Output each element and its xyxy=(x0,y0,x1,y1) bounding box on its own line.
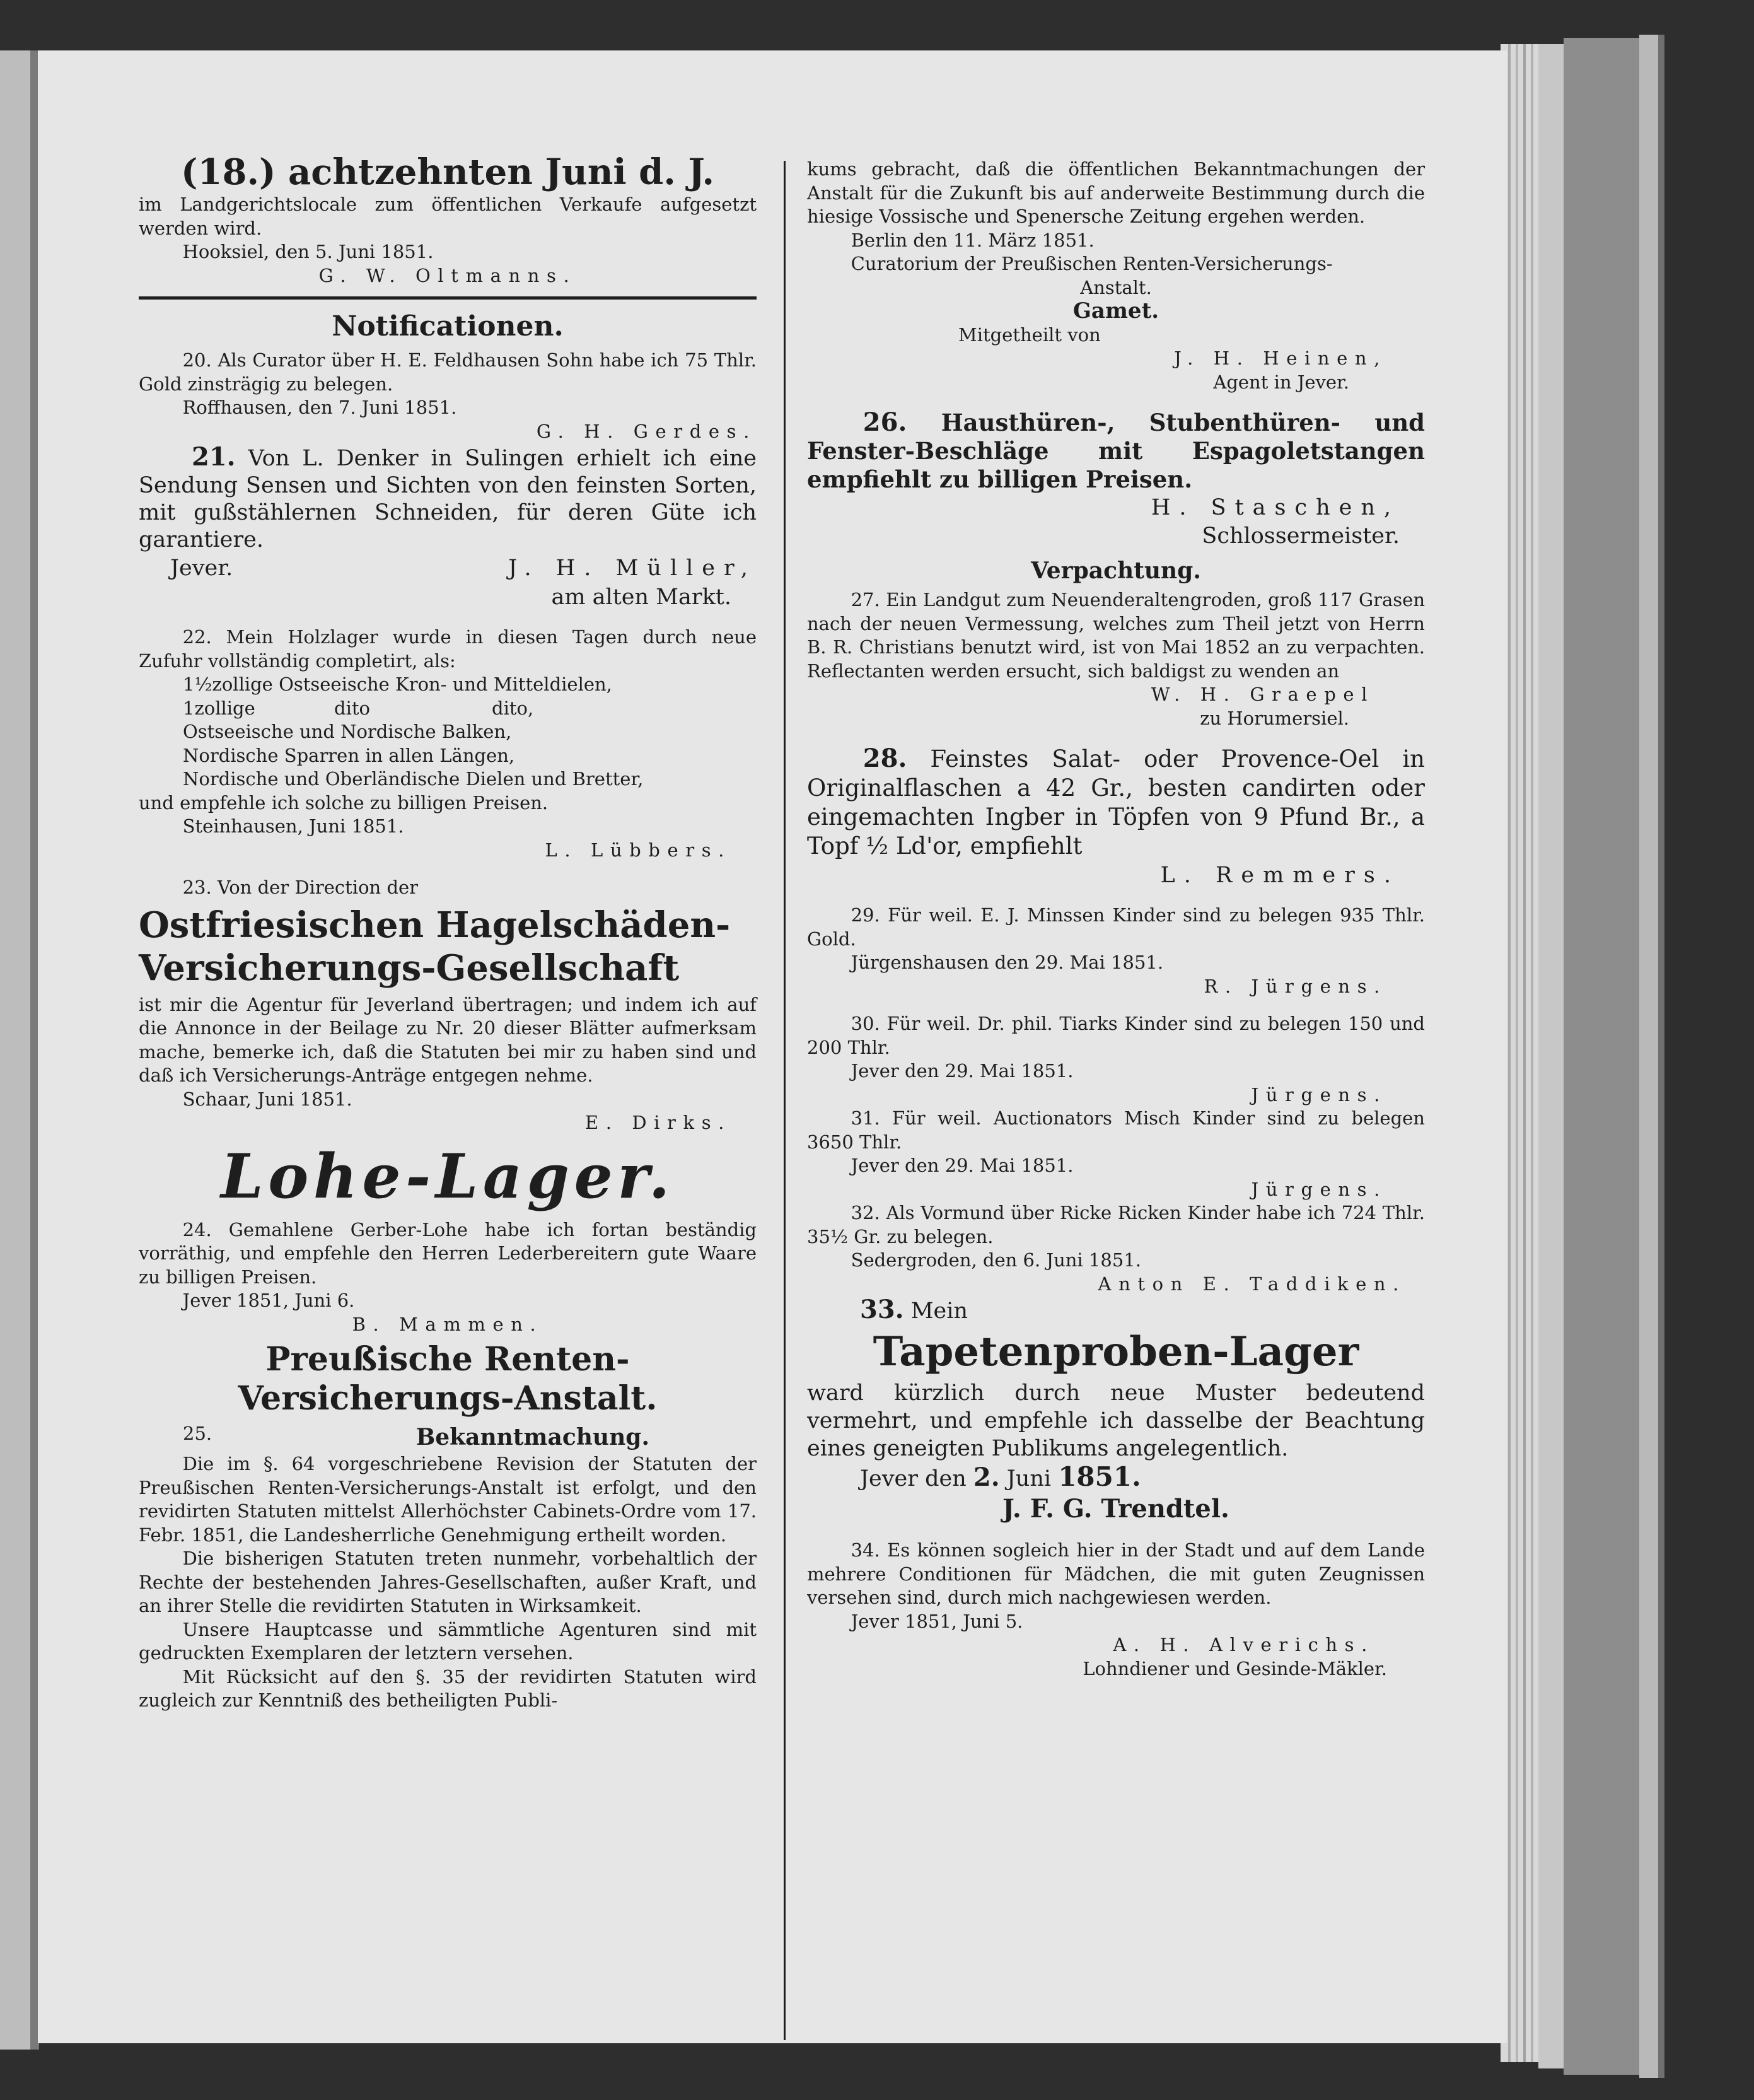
tapetenproben-heading: Tapetenproben-Lager xyxy=(873,1328,1359,1375)
notice-33-place: Jever den 2. Juni 1851. xyxy=(860,1461,1141,1492)
notice-20-text: 20. Als Curator über H. E. Feldhausen Sohn habe ich 75 Thlr. Gold zinsträgig zu belegen. xyxy=(139,349,757,395)
notice-20-signature: G. H. Gerdes. xyxy=(536,420,757,442)
notice-25-communicated: Mitgetheilt von xyxy=(958,324,1101,346)
notice-30-signature: Jürgens. xyxy=(1251,1083,1387,1105)
agent-location: Agent in Jever. xyxy=(1213,371,1349,393)
notice-25-number: 25. xyxy=(183,1423,212,1444)
notice-23-place: Schaar, Juni 1851. xyxy=(182,1088,352,1110)
renten-heading: Preußische Renten-Versicherungs-Anstalt. xyxy=(238,1340,658,1418)
notice-22-item-5: Nordische und Oberländische Dielen und Bretter, xyxy=(183,768,644,790)
notice-28-signature: L. Remmers. xyxy=(1160,863,1400,888)
notice-32-signature: Anton E. Taddiken. xyxy=(1098,1273,1406,1295)
notice-22-place: Steinhausen, Juni 1851. xyxy=(182,815,404,837)
notice-26-number: 26. xyxy=(862,407,907,437)
verpachtung-heading: Verpachtung. xyxy=(1031,557,1201,584)
notice-32-place: Sedergroden, den 6. Juni 1851. xyxy=(851,1249,1141,1271)
notice-25-continued-text: kums gebracht, daß die öffentlichen Bekanntmachungen der Anstalt für die Zukunft bis auf anderweite Bestimmung durch die hiesige Vossische und Spenersche Zeitung ergehen werden. xyxy=(807,158,1425,227)
notice-29-signature: R. Jürgens. xyxy=(1204,975,1387,997)
notice-25-paragraph-2: Die bisherigen Statuten treten nunmehr, vorbehaltlich der Rechte der bestehenden Jahres-Gesellschaften, außer Kraft, und an ihrer Stelle die revidirten Statuten in Wirksamkeit. xyxy=(139,1548,757,1616)
notice-28-number: 28. xyxy=(862,744,907,773)
notice-27-signature: W. H. Graepel xyxy=(1151,684,1374,705)
notice-26-signature: H. Staschen, xyxy=(1151,495,1400,520)
notice-23-heading: Ostfriesischen Hagelschäden-Versicherungs-Gesellschaft xyxy=(139,904,731,989)
notice-21-text: 21. Von L. Denker in Sulingen erhielt ich eine Sendung Sensen und Sichten von den feinsten Sorten, mit gußstählernen Schneiden, für deren Güte ich garantiere. xyxy=(139,442,757,552)
notice-23-text: ist mir die Agentur für Jeverland übertragen; und indem ich auf die Annonce in der Beilage zu Nr. 20 dieser Blätter aufmerksam mache, bemerke ich, daß die Statuten bei mir zu haben sind und daß ich Versicherungs-Anträge entgegen nehme. xyxy=(139,993,757,1086)
notice-25-title: Bekanntmachung. xyxy=(415,1424,649,1450)
notice-25-curatorium-line-2: Anstalt. xyxy=(1080,276,1152,298)
notice-21-address: am alten Markt. xyxy=(551,585,731,610)
notice-29-place: Jürgenshausen den 29. Mai 1851. xyxy=(851,952,1164,973)
left-column xyxy=(139,50,757,1713)
notice-25-signature: Gamet. xyxy=(1072,298,1159,324)
notice-27-location: zu Horumersiel. xyxy=(1200,707,1349,729)
notice-21-number: 21. xyxy=(192,442,236,472)
notice-21-signature: J. H. Müller, xyxy=(508,556,757,581)
notice-31-place: Jever den 29. Mai 1851. xyxy=(851,1155,1074,1176)
notice-26-title: Schlossermeister. xyxy=(1202,523,1400,549)
notice-28-text: 28. Feinstes Salat- oder Provence-Oel in Originalflaschen a 42 Gr., besten candirten oder eingemachten Ingber in Töpfen von 9 Pfund Br., a Topf ½ Ld'or, empfiehlt xyxy=(807,744,1425,860)
notice-25-header-row xyxy=(139,1422,757,1452)
notice-34-text: 34. Es können sogleich hier in der Stadt und auf dem Lande mehrere Conditionen für Mädchen, die mit guten Zeugnissen versehen sind, durch mich nachgewiesen werden. xyxy=(807,1539,1425,1608)
notice-29-text: 29. Für weil. E. J. Minssen Kinder sind zu belegen 935 Thlr. Gold. xyxy=(807,904,1425,950)
continued-heading: (18.) achtzehnten Juni d. J. xyxy=(181,151,714,193)
notice-24-signature: B. Mammen. xyxy=(352,1313,543,1335)
continued-place: Hooksiel, den 5. Juni 1851. xyxy=(182,241,434,262)
notice-26-text: 26. Hausthüren-, Stubenthüren- und Fenster-Beschläge mit Espagoletstangen empfiehlt zu billigen Preisen. xyxy=(807,407,1425,493)
right-column xyxy=(807,50,1425,1681)
notice-31-text: 31. Für weil. Auctionators Misch Kinder sind zu belegen 3650 Thlr. xyxy=(807,1107,1425,1153)
notice-30-text: 30. Für weil. Dr. phil. Tiarks Kinder sind zu belegen 150 und 200 Thlr. xyxy=(807,1013,1425,1058)
notice-33-text: ward kürzlich durch neue Muster bedeutend vermehrt, und empfehle ich dasselbe der Beachtung eines geneigten Publikums angelegentlich. xyxy=(807,1380,1425,1461)
section-rule xyxy=(139,296,757,300)
notice-22-item-3: Ostseeische und Nordische Balken, xyxy=(183,721,512,742)
notice-22-intro: 22. Mein Holzlager wurde in diesen Tagen durch neue Zufuhr vollständig completirt, als: xyxy=(139,626,757,672)
notice-22-item-2: 1zollige dito dito, xyxy=(183,697,534,719)
notice-25-paragraph-1: Die im §. 64 vorgeschriebene Revision der Statuten der Preußischen Renten-Versicherungs-Anstalt ist erfolgt, und den revidirten Statuten mittelst Allerhöchster Cabinets-Ordre vom 17. Febr. 1851, die Landesherrliche Genehmigung ertheilt worden. xyxy=(139,1453,757,1546)
notice-25-place: Berlin den 11. März 1851. xyxy=(851,229,1095,251)
notice-33-intro: 33. Mein xyxy=(860,1295,968,1324)
notice-32-text: 32. Als Vormund über Ricke Ricken Kinder habe ich 724 Thlr. 35½ Gr. zu belegen. xyxy=(807,1202,1425,1247)
notice-22-item-4: Nordische Sparren in allen Längen, xyxy=(183,744,515,766)
notice-24-text: 24. Gemahlene Gerber-Lohe habe ich fortan beständig vorräthig, und empfehle den Herren Lederbereitern gute Waare zu billigen Preisen. xyxy=(139,1218,757,1288)
notice-22-closing: und empfehle ich solche zu billigen Preisen. xyxy=(139,791,549,814)
newspaper-page xyxy=(38,50,1507,2043)
continued-text: im Landgerichtslocale zum öffentlichen Verkaufe aufgesetzt werden wird. xyxy=(139,194,757,239)
notice-23-signature: E. Dirks. xyxy=(584,1112,731,1133)
notice-23-intro: 23. Von der Direction der xyxy=(182,877,419,898)
notice-34-place: Jever 1851, Juni 5. xyxy=(851,1610,1023,1632)
notice-33-number: 33. xyxy=(860,1295,904,1324)
notice-21-signature-row xyxy=(139,554,757,583)
notifications-heading: Notificationen. xyxy=(332,310,564,342)
notice-20-place: Roffhausen, den 7. Juni 1851. xyxy=(182,397,457,418)
notice-34-signature: A. H. Alverichs. xyxy=(1113,1634,1374,1655)
notice-22-item-1: 1½zollige Ostseeische Kron- und Mitteldielen, xyxy=(183,674,612,695)
lohe-lager-heading: Lohe-Lager. xyxy=(221,1140,675,1212)
notice-31-signature: Jürgens. xyxy=(1251,1178,1387,1200)
agent-name: J. H. Heinen, xyxy=(1174,347,1387,369)
notice-30-place: Jever den 29. Mai 1851. xyxy=(851,1060,1074,1082)
notice-34-title: Lohndiener und Gesinde-Mäkler. xyxy=(1083,1657,1387,1679)
notice-25-paragraph-4: Mit Rücksicht auf den §. 35 der revidirten Statuten wird zugleich zur Kenntniß des betheiligten Publi- xyxy=(139,1665,757,1711)
notice-25-paragraph-3: Unsere Hauptcasse und sämmtliche Agenturen sind mit gedruckten Exemplaren der letztern versehen. xyxy=(139,1618,757,1664)
notice-22-signature: L. Lübbers. xyxy=(545,839,731,861)
continued-signature: G. W. Oltmanns. xyxy=(318,264,577,286)
notice-21-place: Jever. xyxy=(170,556,233,581)
notice-27-text: 27. Ein Landgut zum Neuenderaltengroden, groß 117 Grasen nach der neuen Vermessung, welches zum Theil jetzt von Herrn B. R. Christians benutzt wird, ist von Mai 1852 an zu verpachten. Reflectanten werden ersucht, sich baldigst zu wenden an xyxy=(807,589,1425,682)
notice-33-signature: J. F. G. Trendtel. xyxy=(1002,1494,1229,1524)
column-divider xyxy=(784,161,786,2040)
notice-24-place: Jever 1851, Juni 6. xyxy=(182,1290,355,1311)
notice-25-curatorium: Curatorium der Preußischen Renten-Versicherungs- xyxy=(851,253,1333,274)
